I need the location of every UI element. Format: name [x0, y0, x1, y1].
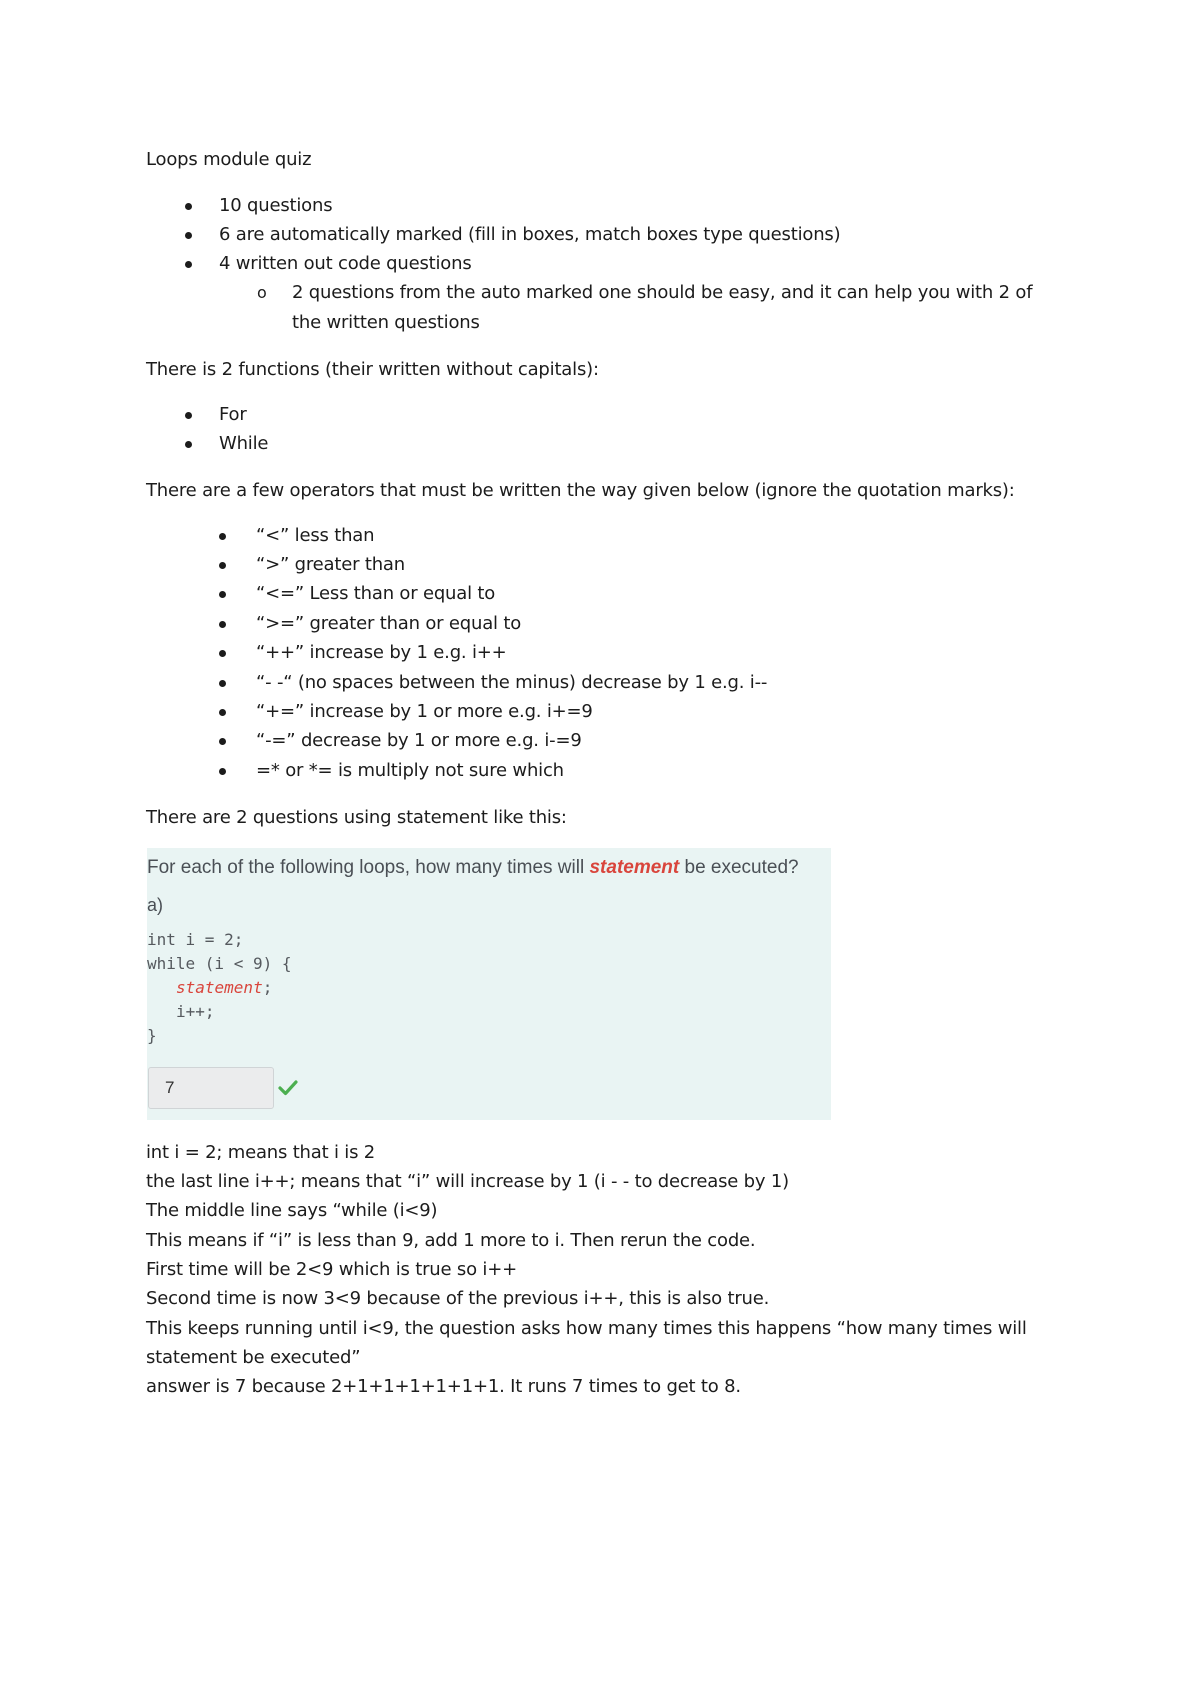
bullet-marker	[219, 738, 226, 745]
code-semicolon: ;	[262, 978, 273, 997]
code-line: }	[147, 1026, 157, 1045]
bullet-marker	[219, 621, 226, 628]
answer-value: 7	[165, 1078, 175, 1097]
bullet-marker	[219, 709, 226, 716]
paragraph-line: int i = 2; means that i is 2	[146, 1142, 376, 1163]
list-item: 4 written out code questions	[219, 253, 472, 274]
paragraph-line: statement be executed”	[146, 1347, 361, 1368]
list-item: “>=” greater than or equal to	[256, 613, 522, 634]
quiz-question-screenshot	[147, 848, 831, 1120]
list-item: “- -“ (no spaces between the minus) decrease by 1 e.g. i--	[256, 672, 768, 693]
list-item: 10 questions	[219, 195, 333, 216]
bullet-marker	[219, 533, 226, 540]
bullet-marker	[185, 261, 192, 268]
paragraph-line: This keeps running until i<9, the question asks how many times this happens “how many times will	[146, 1318, 1027, 1339]
bullet-marker	[219, 591, 226, 598]
paragraph-line: answer is 7 because 2+1+1+1+1+1+1. It runs 7 times to get to 8.	[146, 1376, 741, 1397]
list-item: =* or *= is multiply not sure which	[256, 760, 564, 781]
sub-bullet-marker: o	[257, 283, 267, 302]
paragraph-line: First time will be 2<9 which is true so i++	[146, 1259, 517, 1280]
question-part-label: a)	[147, 895, 164, 915]
code-line-statement	[176, 976, 272, 1000]
list-item: “++” increase by 1 e.g. i++	[256, 642, 507, 663]
bullet-marker	[185, 203, 192, 210]
answer-input	[148, 1067, 274, 1109]
list-item: “<” less than	[256, 525, 375, 546]
code-line: while (i < 9) {	[147, 954, 292, 973]
bullet-marker	[219, 680, 226, 687]
prompt-text: For each of the following loops, how many times will	[147, 857, 590, 878]
code-line: i++;	[176, 1002, 215, 1021]
paragraph-line: The middle line says “while (i<9)	[146, 1200, 438, 1221]
bullet-marker	[219, 562, 226, 569]
list-item: “>” greater than	[256, 554, 405, 575]
code-line: int i = 2;	[147, 930, 244, 949]
check-icon	[278, 1078, 298, 1098]
bullet-marker	[219, 768, 226, 775]
paragraph-line: the last line i++; means that “i” will increase by 1 (i - - to decrease by 1)	[146, 1171, 789, 1192]
page-title: Loops module quiz	[146, 149, 312, 170]
list-item: “<=” Less than or equal to	[256, 583, 496, 604]
list-item-continuation: the written questions	[292, 312, 480, 333]
list-item: While	[219, 433, 269, 454]
bullet-marker	[185, 441, 192, 448]
paragraph: There is 2 functions (their written without capitals):	[146, 359, 599, 380]
bullet-marker	[219, 650, 226, 657]
question-prompt	[147, 857, 799, 879]
list-item: For	[219, 404, 247, 425]
list-item: 2 questions from the auto marked one should be easy, and it can help you with 2 of	[292, 282, 1033, 303]
prompt-text-end: be executed?	[679, 857, 799, 878]
code-statement: statement	[176, 978, 263, 997]
list-item: “-=” decrease by 1 or more e.g. i-=9	[256, 730, 582, 751]
bullet-marker	[185, 412, 192, 419]
list-item: “+=” increase by 1 or more e.g. i+=9	[256, 701, 593, 722]
paragraph-line: This means if “i” is less than 9, add 1 more to i. Then rerun the code.	[146, 1230, 756, 1251]
paragraph: There are a few operators that must be written the way given below (ignore the quotation marks):	[146, 480, 1015, 501]
prompt-keyword: statement	[589, 857, 680, 878]
bullet-marker	[185, 232, 192, 239]
paragraph: There are 2 questions using statement like this:	[146, 807, 567, 828]
list-item: 6 are automatically marked (fill in boxes, match boxes type questions)	[219, 224, 841, 245]
paragraph-line: Second time is now 3<9 because of the previous i++, this is also true.	[146, 1288, 770, 1309]
